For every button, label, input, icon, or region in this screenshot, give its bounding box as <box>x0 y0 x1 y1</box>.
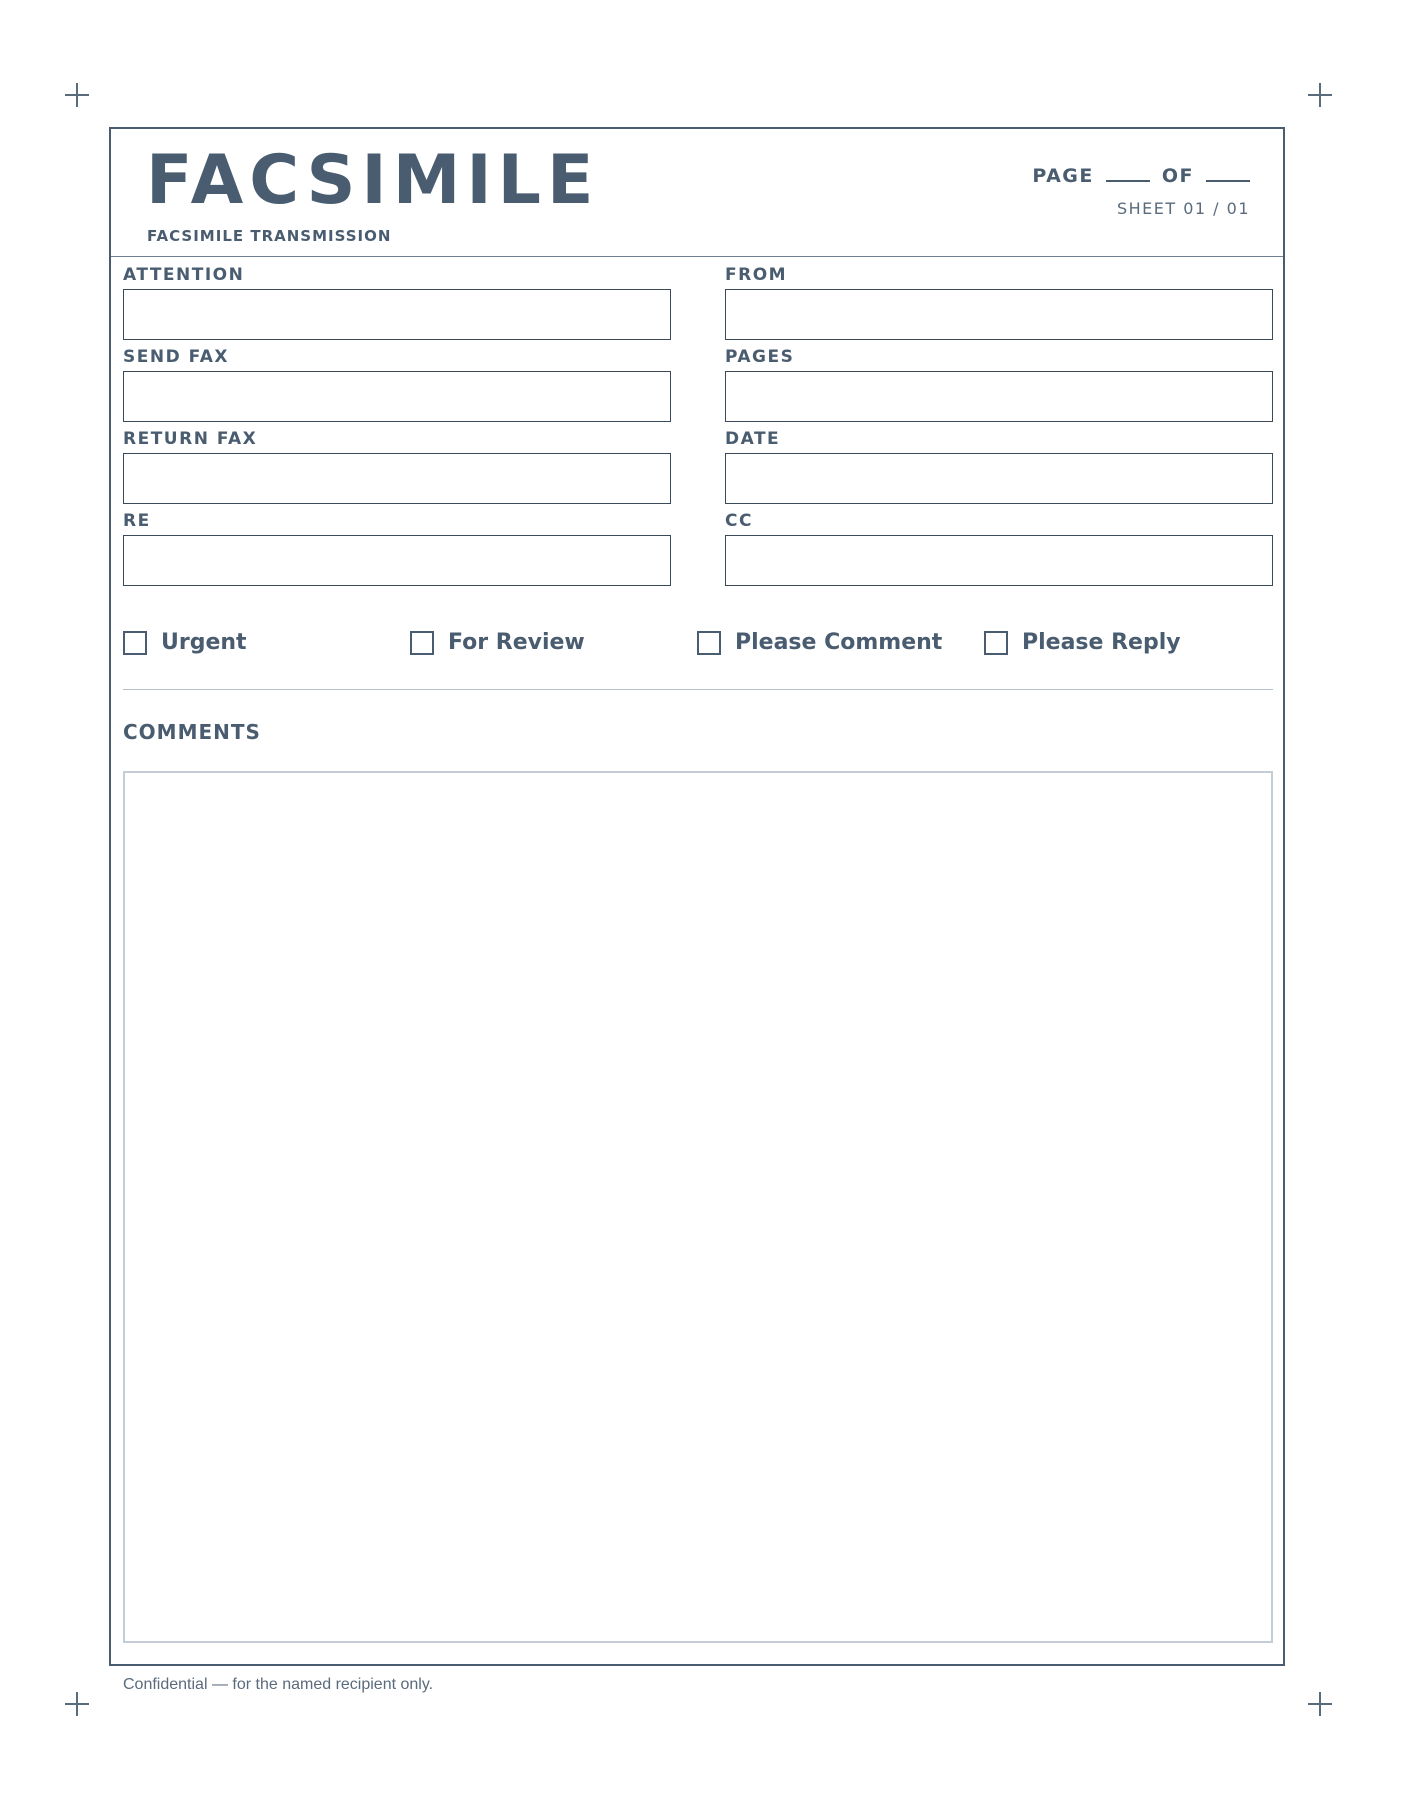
from-field[interactable] <box>725 289 1273 340</box>
checkbox-row <box>123 630 1273 660</box>
comments-textarea[interactable] <box>123 771 1273 1643</box>
urgent-checkbox[interactable] <box>123 630 247 655</box>
re-label: RE <box>123 511 151 531</box>
checkbox-square[interactable] <box>697 631 721 655</box>
crop-mark-top-left <box>65 83 89 107</box>
attention-label: ATTENTION <box>123 265 245 285</box>
checkbox-square[interactable] <box>123 631 147 655</box>
send-fax-label: SEND FAX <box>123 347 230 367</box>
page-number-blank[interactable] <box>1106 164 1150 182</box>
page-subtitle: FACSIMILE TRANSMISSION <box>147 227 392 245</box>
urgent-label: Urgent <box>161 630 247 655</box>
crop-mark-bottom-right <box>1308 1692 1332 1716</box>
date-label: DATE <box>725 429 781 449</box>
page-label: PAGE <box>1032 165 1094 187</box>
date-field[interactable] <box>725 453 1273 504</box>
page-total-blank[interactable] <box>1206 164 1250 182</box>
return-fax-label: RETURN FAX <box>123 429 258 449</box>
cc-field[interactable] <box>725 535 1273 586</box>
cc-label: CC <box>725 511 753 531</box>
for-review-checkbox[interactable] <box>410 630 585 655</box>
crop-mark-top-right <box>1308 83 1332 107</box>
please-comment-label: Please Comment <box>735 630 943 655</box>
from-label: FROM <box>725 265 788 285</box>
of-label: OF <box>1161 165 1194 187</box>
section-divider <box>123 689 1273 690</box>
pages-label: PAGES <box>725 347 795 367</box>
please-reply-checkbox[interactable] <box>984 630 1181 655</box>
checkbox-square[interactable] <box>984 631 1008 655</box>
please-comment-checkbox[interactable] <box>697 630 942 655</box>
confidential-note: Confidential — for the named recipient only. <box>123 1676 434 1693</box>
comments-label: COMMENTS <box>123 720 261 744</box>
header <box>111 129 1283 257</box>
sheet-number: SHEET 01 / 01 <box>1116 199 1250 218</box>
return-fax-field[interactable] <box>123 453 671 504</box>
pages-field[interactable] <box>725 371 1273 422</box>
fax-sheet <box>109 127 1285 1666</box>
send-fax-field[interactable] <box>123 371 671 422</box>
for-review-label: For Review <box>448 630 585 655</box>
please-reply-label: Please Reply <box>1022 630 1181 655</box>
attention-field[interactable] <box>123 289 671 340</box>
page-count <box>1032 164 1250 187</box>
page-title: FACSIMILE <box>146 141 600 220</box>
checkbox-square[interactable] <box>410 631 434 655</box>
crop-mark-bottom-left <box>65 1692 89 1716</box>
re-field[interactable] <box>123 535 671 586</box>
